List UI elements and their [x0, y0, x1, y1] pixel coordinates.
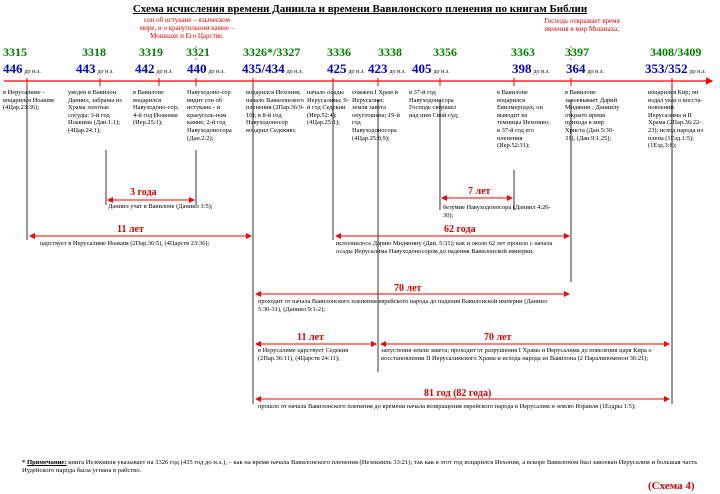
event-3318: уведен в Вавилон Даниил, забраны из Храма золотые сосуды; 3-й год Иоакима (Дан.1:1); (4Цар.24:1); — [68, 89, 122, 134]
schema-label: (Схема 4) — [648, 480, 695, 492]
note-istukan: сон об истукане – языческом мире, и о краеугольном камне – Мошиахе и Его Царстве. — [139, 16, 235, 40]
span-70-years-captivity: 70 лет — [394, 283, 422, 294]
span-11-years-ioakim: 11 лет — [117, 224, 144, 235]
year-3338: 3338 — [378, 45, 402, 59]
event-3336: начало осады Иерусалима; 9-й год Седекии (Иер.52:4); (4Цар.25:1); — [307, 89, 349, 127]
event-3356: в 37-й год Навуходоносора Господь свершил над ним Свой суд; — [409, 89, 459, 119]
year-3315: 3315 — [3, 45, 27, 59]
span-7-years: 7 лет — [468, 186, 491, 197]
bc-425: 425 до н.э. — [327, 61, 365, 76]
year-3336: 3336 — [327, 45, 351, 59]
bc-364: 364 до н.э. — [566, 61, 604, 76]
bc-423: 423 до н.э. — [368, 61, 406, 76]
span-3-years-text: Даниил учат в Вавилоне (Даниил 1:5); — [108, 203, 213, 210]
event-3315: в Иерусалиме - воцарился Иоаким (4Цар.23:36); — [3, 89, 54, 112]
event-3408: воцарился Кир; он издал указ о восста-новлении Иерусалима и II Храма (2Пар.36:22-23); исход народа из плена (1Езд.1:5); (1Езд.3:8); — [648, 89, 703, 150]
year-3363: 3363 — [511, 45, 535, 59]
span-11-years-sedekia: 11 лет — [297, 332, 324, 343]
diagram-title: Схема исчисления времени Даниила и времени Вавилонского пленения по книгам Библии — [132, 3, 588, 15]
span-81-years-text: прошло от начала Вавилонского пленения до времени начала возвращения еврейского народа в Иерусалим и землю Израиля (1Ездры 1:5); — [258, 403, 636, 410]
span-62-years: 62 года — [444, 224, 476, 235]
year-3397: 3397 — [565, 45, 589, 59]
event-3326: воцарился Иехония; начало Вавилонского пленения (2Пар.36:9-10); в 8-й год Навуходоносор воцарил Седекию; — [246, 89, 305, 134]
event-3338: сожжен I Храм и Иерусалим; земля завета опустошена; 19-й год Навуходоносора (4Цар.25:8,9); — [352, 89, 400, 142]
bc-446: 446 до н.э. — [3, 61, 41, 76]
year-3356: 3356 — [433, 45, 457, 59]
event-3319: в Вавилоне воцарился Навуходоно-сор; 4-й год Иоакима (Иер.25:1); — [133, 89, 179, 127]
span-70-years-desolation-text: запустения земли завета; проходит от разрушения I Храма и Иерусалима до повеления царя Кира о восстановлении II Иерусалимского Храма и исхода народа из Вавилона (2 Паралипоменон 36:21); — [381, 347, 652, 362]
bc-442: 442 до н.э. — [135, 61, 173, 76]
event-3363: в Вавилоне воцарился Евилмеродах; он выводит из темницы Иехонию; в 37-й год его пленения (Иер.52:31); — [497, 89, 550, 150]
event-3321: Навуходоно-сор видит сон об истукане - и краеуголь-ном камне; 2-й год Навуходоносора (Дан.2:2); — [187, 89, 232, 142]
year-3408: 3408/3409 — [650, 45, 702, 59]
event-3397: в Вавилоне завоевывает Дарий Мидянин ; Даниилу открыто время прихода в мир Христа (Дан.5:30-31), (Дан.9:1,25); — [565, 89, 620, 142]
bc-405: 405 до н.э. — [412, 61, 450, 76]
year-3318: 3318 — [82, 45, 106, 59]
span-7-years-text: безумие Навуходоносора (Даниил 4:26-30); — [443, 204, 551, 219]
span-70-years-captivity-text: проходит от начала Вавилонского пленения еврейского народа до падения Вавилонской империи (Даниил 5:30-31), (Даниил 9:1-2); — [258, 298, 547, 313]
span-70-years-desolation: 70 лет — [484, 332, 512, 343]
span-11-years-sedekia-text: в Иерусалиме царствует Седекия (2Пар.36:11), (4Царств 24:11); — [258, 347, 349, 362]
year-3326: 3326*/3327 — [243, 45, 301, 59]
footnote: * Примечание: книга Иезекииля указывает на 3326 год (435 год до н.э.), – как на время начала Вавилонского пленения (Иезекииль 33:21); так как в этот год воцарился Иехония, а вскоре Вавилоном был завоеван Иерусалим и большая часть Иудейского народа была угнана в рабство. — [22, 459, 698, 474]
bc-440: 440 до н.э. — [187, 61, 225, 76]
note-messiah: Господь открывает время явления в мир Мошиаха; — [544, 17, 620, 33]
bc-353: 353/352 до н.э. — [645, 61, 706, 76]
bc-435: 435/434 до н.э. — [242, 61, 303, 76]
span-3-years: 3 года — [130, 187, 157, 198]
span-11-years-ioakim-text: царствует в Иерусалиме Иоаким (2Пар.36:5), (4Царств 23:36); — [40, 240, 210, 247]
year-3319: 3319 — [139, 45, 163, 59]
year-3321: 3321 — [186, 45, 210, 59]
bc-443: 443 до н.э. — [76, 61, 114, 76]
timeline-ticks — [27, 78, 672, 86]
span-81-years: 81 год (82 года) — [424, 388, 492, 399]
span-62-years-text: исполнилось Дарию Мидянину (Дан. 5:31); как и около 62 лет прошло с начала осады Иерусалима Навуходоносором до падения Вавилонской империи; — [336, 240, 553, 255]
bc-398: 398 до н.э. — [512, 61, 550, 76]
